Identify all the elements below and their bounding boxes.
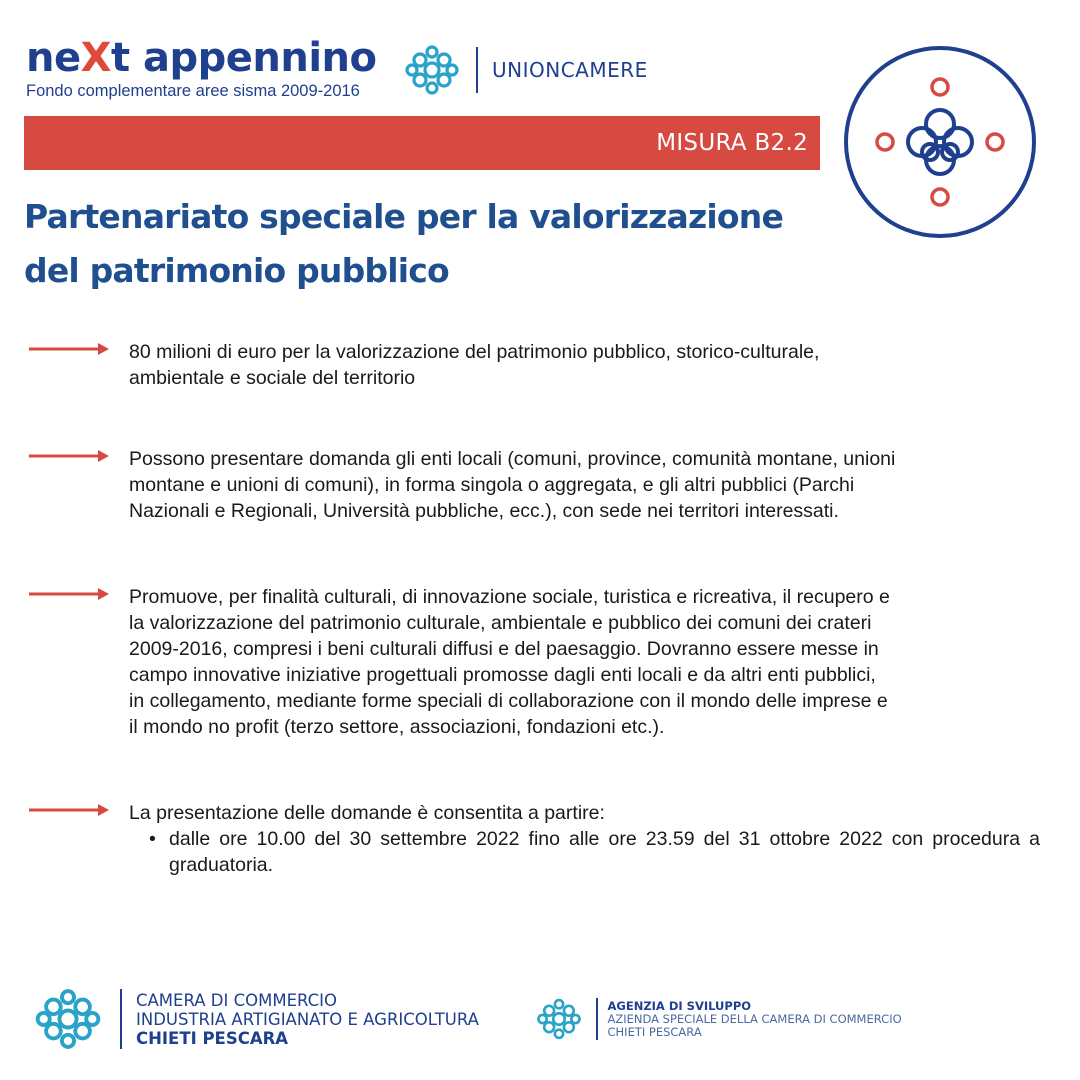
brand-x: X (80, 35, 111, 81)
list-item (28, 446, 1040, 524)
list-item (28, 584, 1040, 740)
item-line: Nazionali e Regionali, Università pubbliche, ecc.), con sede nei territori interessati. (129, 500, 839, 522)
item-text (129, 339, 1040, 391)
item-line: montane e unioni di comuni), in forma singola o aggregata, e gli altri pubblici (Parchi (129, 474, 855, 496)
item-line: 80 milioni di euro per la valorizzazione del patrimonio pubblico, storico-culturale, (129, 341, 820, 363)
unioncamere-logo (404, 44, 648, 96)
chamber-line-2: INDUSTRIA ARTIGIANATO E AGRICOLTURA (136, 1009, 479, 1029)
item-line: la valorizzazione del patrimonio culturale, ambientale e pubblico dei comuni dei crateri (129, 612, 872, 634)
chamber-line-3: CHIETI PESCARA (136, 1028, 289, 1048)
measure-label: MISURA B2.2 (656, 130, 808, 156)
brand-prefix: ne (26, 35, 81, 81)
item-line: il mondo no profit (terzo settore, associazioni, fondazioni etc.). (129, 716, 665, 738)
brand-suffix: t appennino (110, 35, 377, 81)
item-line: campo innovative iniziative progettuali promosse dagli enti locali e da altri enti pubblici, (129, 664, 876, 686)
arrow-right-icon (28, 586, 110, 602)
chamber-of-commerce-logo-icon (34, 986, 102, 1052)
item-line: Possono presentare domanda gli enti locali (comuni, province, comunità montane, unioni (129, 448, 896, 470)
item-text (129, 584, 1040, 740)
item-line: Promuove, per finalità culturali, di innovazione sociale, turistica e ricreativa, il recupero e (129, 586, 890, 608)
agency-line-1: AGENZIA DI SVILUPPO (607, 998, 752, 1013)
chamber-of-commerce-footer-logo (34, 984, 479, 1054)
item-line: La presentazione delle domande è consentita a partire: (129, 802, 605, 824)
item-text (129, 446, 1040, 524)
unioncamere-name: UNIONCAMERE (492, 58, 648, 82)
arrow-right-icon (28, 341, 110, 357)
brand-wordmark (26, 36, 377, 80)
arrow-right-icon (28, 448, 110, 464)
item-text (129, 800, 1040, 826)
emblem-icon (842, 44, 1038, 240)
item-line: in collegamento, mediante forme speciali di collaborazione con il mondo delle imprese e (129, 690, 888, 712)
agency-divider (596, 998, 598, 1040)
agency-footer-logo (536, 994, 902, 1044)
item-line: 2009-2016, compresi i beni culturali diffusi e del paesaggio. Dovranno essere messe in (129, 638, 879, 660)
agency-name (608, 1000, 902, 1039)
list-item (28, 800, 1040, 878)
page-title (24, 190, 804, 298)
brand-subtitle: Fondo complementare aree sisma 2009-2016 (26, 82, 360, 100)
title-line-2: del patrimonio pubblico (24, 251, 449, 290)
measure-banner (24, 116, 820, 170)
agency-line-3: CHIETI PESCARA (607, 1024, 702, 1039)
chamber-line-1: CAMERA DI COMMERCIO (136, 990, 338, 1010)
chamber-name (136, 991, 479, 1048)
chamber-divider (120, 989, 122, 1049)
date-bullet: • dalle ore 10.00 del 30 settembre 2022 fino alle ore 23.59 del 31 ottobre 2022 con procedura a graduatoria. (129, 826, 1040, 878)
next-appennino-logo (26, 36, 377, 101)
agency-line-2: AZIENDA SPECIALE DELLA CAMERA DI COMMERCIO (607, 1011, 902, 1026)
unioncamere-divider (476, 47, 478, 93)
item-line: ambientale e sociale del territorio (129, 367, 416, 389)
date-list (129, 826, 1040, 878)
list-item (28, 339, 1040, 391)
arrow-right-icon (28, 802, 110, 818)
chamber-of-commerce-logo-icon (536, 997, 582, 1041)
title-line-1: Partenariato speciale per la valorizzazione (24, 197, 784, 236)
chamber-of-commerce-logo-icon (404, 44, 460, 96)
